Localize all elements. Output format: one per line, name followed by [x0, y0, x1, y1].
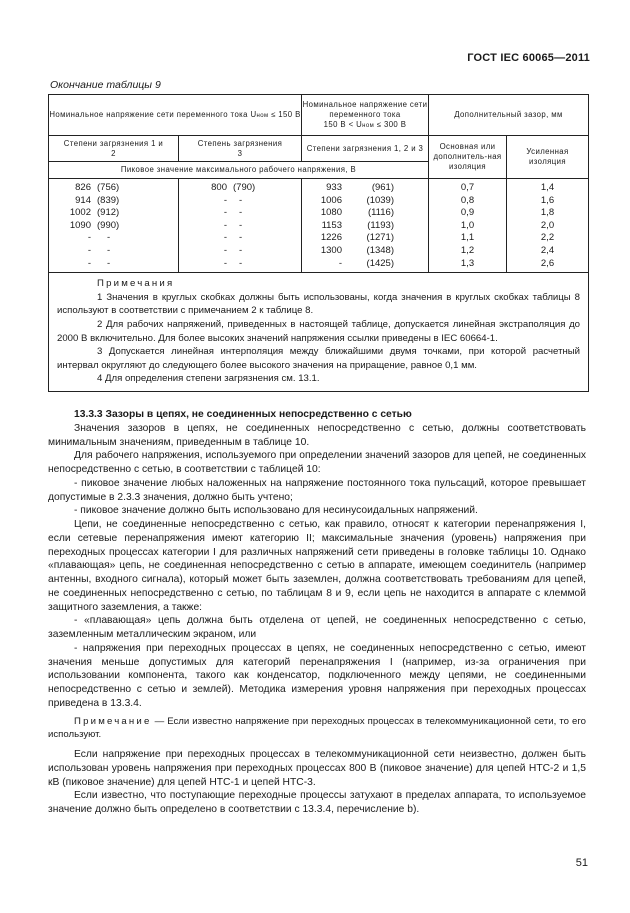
paragraph: Если известно, что поступающие переходные процессы затухают в пределах аппарата, то используемое значение должно быть определено в соответствии с 13.3.4, перечисление b). [48, 790, 586, 815]
note-4: 4 Для определения степени загрязнения см. 13.1. [97, 373, 320, 385]
standard-header: ГОСТ IEC 60065—2011 [467, 52, 590, 64]
header-nominal-le150: Номинальное напряжение сети переменного тока Uном ≤ 150 В [49, 95, 302, 136]
table-row: - (1425) [338, 257, 394, 269]
table-row: - - [223, 257, 243, 269]
paragraph: Для рабочего напряжения, используемого при определении значений зазоров для цепей, не соединенных непосредственно с сетью, в соответствии с таблицей 10: [48, 450, 586, 475]
table-row: 1153 (1193) [321, 219, 394, 231]
table-row: - - [223, 244, 243, 256]
table-cell: 1,3 [460, 257, 475, 269]
column-basic [429, 179, 507, 273]
header-degree-1-2-3: Степени загрязнения 1, 2 и 3 [302, 136, 429, 162]
table-cell: 1,4 [540, 182, 555, 193]
table-row: 1006 (1039) [320, 194, 394, 206]
header-nominal-150-300: Номинальное напряжение сети переменного тока 150 В < Uном ≤ 300 В [302, 95, 429, 136]
note-3: 3 Допускается линейная интерполяция между ближайшими двумя точками, при которой расчетный интервал округляют до следующего более высокого значения на приращение, равное 0,1 мм. [57, 346, 581, 371]
notes-title: Примечания [97, 278, 175, 290]
table-row: 933 (961) [326, 182, 394, 193]
table-row: 800 (790) [211, 182, 256, 193]
header-degree-3: Степень загрязнения 3 [179, 136, 302, 162]
section-body [48, 408, 586, 817]
table-cell: 0,7 [460, 182, 475, 193]
paragraph: Цепи, не соединенные непосредственно с сетью, как правило, относят к категории перенапряжения I, если сетевые перенапряжения имеют категорию II; максимальные значения (уровень) напряжения при переходных процессах категории I для различных напряжений сети приведены в головке таблицы 10. Однако «плавающая» цепь, не соединенная непосредственно с сетью в аппарате, имеющем соединитель (например антенны, входного сигнала), который может быть заземлен, должна соответствовать требованиям для цепей, не соединенных непосредственно с сетью, по таблицам 8 и 9, если цепь не находится в аппарате с клеммой защитного заземления, а также: [48, 519, 586, 613]
table-row: - - [87, 257, 111, 269]
header-degree-1-2: Степени загрязнения 1 и 2 [49, 136, 179, 162]
note-2: 2 Для рабочих напряжений, приведенных в настоящей таблице, допускается линейная экстраполяция до 2000 В включительно. Для более высоких значений напряжения ссылки приведены в IEC 60664-1. [57, 318, 581, 344]
header-basic-insulation: Основная или дополнитель-ная изоляция [429, 136, 507, 179]
table-row: 1090 (990) [69, 219, 120, 231]
table-row: - - [87, 232, 111, 244]
column-reinforced [507, 179, 589, 273]
table-cell: 2,6 [540, 257, 555, 269]
section-heading: 13.3.3 Зазоры в цепях, не соединенных непосредственно с сетью [74, 409, 412, 420]
table-row: 826 (756) [75, 182, 120, 193]
table-notes [49, 273, 589, 392]
table-row: - - [223, 219, 243, 231]
table-cell: 1,6 [540, 194, 555, 206]
table-cell: 2,2 [540, 232, 555, 244]
table-row: - - [223, 232, 243, 244]
table-row: 1226 (1271) [320, 232, 394, 244]
list-item: - напряжения при переходных процессах в цепях, не соединенных непосредственно с сетью, имеют значения меньше допустимых для категорий перенапряжения I (например, из-за ограничения при использовании компонента, такого как конденсатор, подключенного между цепями, не соединенными непосредственно с сетью и землей). Методика измерения уровня напряжения при переходных процессах приведена в 13.3.4. [48, 642, 586, 709]
paragraph: Если напряжение при переходных процессах в телекоммуникационной сети неизвестно, должен быть использован уровень напряжения при переходных процессах 800 В (пиковое значение) для цепей НТС-2 и 1,5 кВ (пиковое значение) для цепей НТС-1 и цепей НТС-3. [48, 749, 586, 788]
table-row: - - [87, 244, 111, 256]
table-cell: 0,9 [460, 207, 475, 219]
table-cell: 1,0 [460, 219, 475, 231]
page-number: 51 [575, 857, 588, 869]
header-additional-clearance: Дополнительный зазор, мм [429, 95, 589, 136]
table-row: 1300 (1348) [320, 244, 394, 256]
list-item: - пиковое значение любых наложенных на напряжение постоянного тока пульсаций, которое превышает допустимые в 2.3.3 значения, должно быть учтено; [48, 477, 586, 503]
table-cell: 0,8 [460, 194, 475, 206]
data-block [49, 179, 589, 273]
column-degree-1-2 [49, 179, 179, 273]
section-note: Примечание — Если известно напряжение при переходных процессах в телекоммуникационной сети, то его используют. [48, 715, 586, 741]
header-reinforced-insulation: Усиленная изоляция [507, 136, 589, 179]
table-cell: 1,8 [540, 207, 555, 219]
clearance-table [48, 94, 589, 392]
table-cell: 2,0 [540, 219, 555, 231]
column-degree-1-2-3 [302, 179, 429, 273]
table-row: 914 (839) [75, 194, 120, 206]
table-row: - - [223, 207, 243, 219]
table-row: - - [223, 194, 243, 206]
column-degree-3 [179, 179, 302, 273]
header-peak-voltage: Пиковое значение максимального рабочего напряжения, В [49, 162, 429, 179]
table-caption: Окончание таблицы 9 [50, 79, 161, 91]
table-row: 1002 (912) [69, 207, 120, 219]
table-row: 1080 (1116) [320, 207, 394, 219]
note-1: 1 Значения в круглых скобках должны быть использованы, когда значения в круглых скобках таблицы 8 используют в соответствии с примечанием 2 к таблице 8. [57, 291, 581, 317]
table-cell: 1,2 [460, 244, 475, 256]
list-item: - «плавающая» цепь должна быть отделена от цепей, не соединенных непосредственно с сетью, заземленным металлическим экраном, или [48, 615, 586, 640]
paragraph: Значения зазоров в цепях, не соединенных непосредственно с сетью, должны соответствовать минимальным значениям, приведенным в таблице 10. [48, 422, 586, 448]
table-cell: 1,1 [460, 232, 475, 244]
table-cell: 2,4 [540, 244, 555, 256]
list-item: - пиковое значение должно быть использовано для несинусоидальных напряжений. [74, 505, 478, 517]
